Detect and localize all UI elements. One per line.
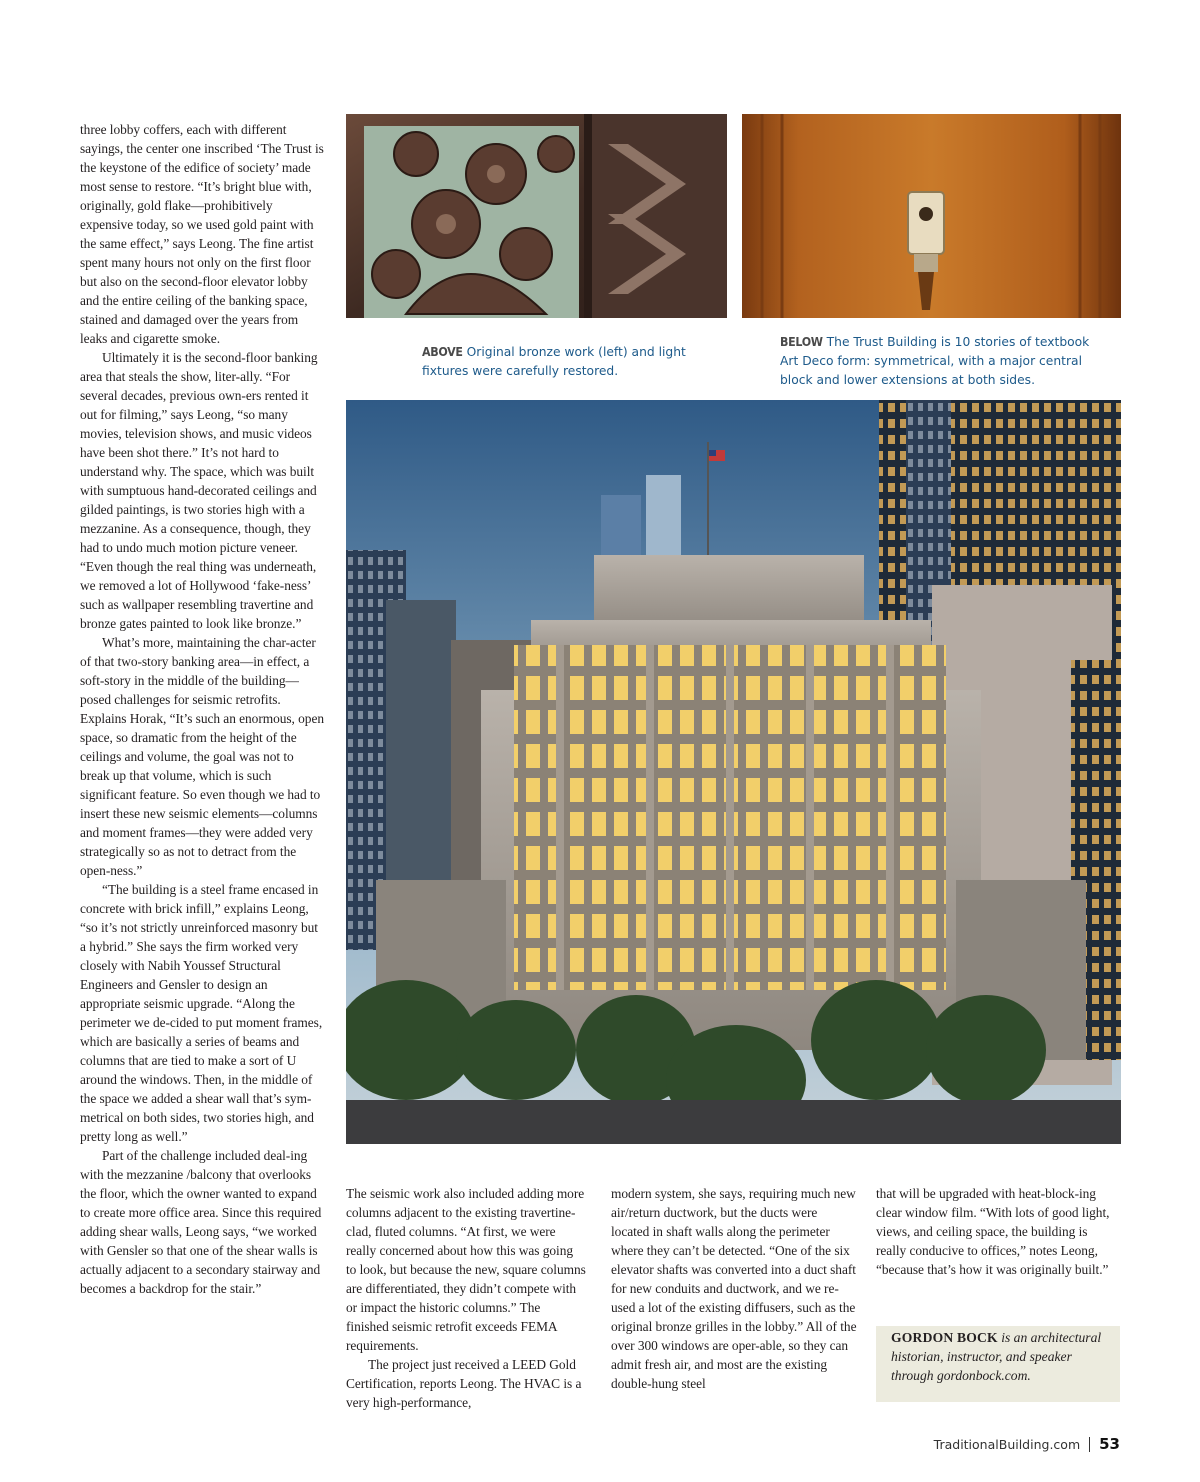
author-name: GORDON BOCK <box>891 1330 998 1345</box>
site-name: TraditionalBuilding.com <box>933 1436 1081 1452</box>
article-column-1 <box>80 120 324 1298</box>
page-number: 53 <box>1099 1435 1120 1453</box>
paragraph: modern system, she says, requiring much new air/return ductwork, but the ducts were located in shaft walls along the perimeter where they can’t be detected. “One of the six elevator shafts was converted into a duct shaft for new conduits and ductwork, and we re-used a lot of the existing diffusers, such as the original bronze grilles in the lobby.” All of the over 300 windows are oper-able, so they can admit fresh air, and most are the existing double-hung steel <box>611 1186 857 1391</box>
caption-lead: ABOVE <box>422 345 463 359</box>
paragraph: The seismic work also included adding more columns adjacent to the existing travertine-clad, fluted columns. “At first, we were really concerned about how this was going to look, but because the new, square columns are differentiated, they didn’t compete with or impact the historic columns.” The finished seismic retrofit exceeds FEMA requirements. <box>346 1186 586 1353</box>
paragraph: Ultimately it is the second-floor banking area that steals the show, liter-ally. “For several decades, previous own-ers rented it out for filming,” says Leong, “so many movies, television shows, and music videos have been shot there.” It’s not hard to understand why. The space, which was built with sumptuous hand-decorated ceilings and gilded paintings, is two stories high with a mezzanine. As a consequence, though, they had to undo much motion picture veneer. “Even though the real thing was underneath, we removed a lot of Hollywood ‘fake-ness’ such as wallpaper resembling travertine and bronze gates painted to look like bronze.” <box>80 350 318 631</box>
footer-divider <box>1089 1437 1090 1452</box>
paragraph: What’s more, maintaining the char-acter of that two-story banking area—in effect, a soft-story in the middle of the building—posed challenges for seismic retrofits. Explains Horak, “It’s such an enormous, open space, so dramatic from the height of the ceilings and volume, the goal was not to break up that volume, which is such significant feature. So even though we had to insert these new seismic elements—columns and moment frames—they were added very strategically so as not to detract from the open-ness.” <box>80 635 324 878</box>
article-column-4 <box>876 1184 1118 1279</box>
paragraph: The project just received a LEED Gold Certification, reports Leong. The HVAC is a very high-performance, <box>346 1357 582 1410</box>
caption-text: The Trust Building is 10 stories of textbook Art Deco form: symmetrical, with a major central block and lower extensions at both sides. <box>780 335 1090 387</box>
article-column-2 <box>346 1184 586 1412</box>
page-footer <box>934 1435 1120 1453</box>
paragraph: Part of the challenge included deal-ing with the mezzanine /balcony that overlooks the floor, which the owner wanted to expand to create more office area. Since this required adding shear walls, Leong says, “we worked with Gensler so that one of the shear walls is actually adjacent to a secondary stairway and becomes a backdrop for the stair.” <box>80 1148 322 1296</box>
trust-building-photo <box>346 400 1121 1144</box>
photo-caption-below <box>780 333 1100 390</box>
caption-text: Original bronze work (left) and light fixtures were carefully restored. <box>422 345 686 378</box>
article-column-3 <box>611 1184 857 1393</box>
caption-lead: BELOW <box>780 335 823 349</box>
bronze-ornament-photo <box>346 114 727 318</box>
author-bio-text: is an architectural historian, instructor, and speaker through gordonbock.com. <box>891 1330 1102 1383</box>
light-fixture-photo <box>742 114 1121 318</box>
paragraph: that will be upgraded with heat-block-ing clear window film. “With lots of good light, views, and ceiling space, the building is really conducive to offices,” notes Leong, “because that’s how it was originally built.” <box>876 1186 1110 1277</box>
photo-caption-above <box>422 343 712 381</box>
author-bio-box <box>876 1326 1120 1402</box>
paragraph: three lobby coffers, each with different sayings, the center one inscribed ‘The Trust is the keystone of the edifice of society’ made most sense to restore. “It’s bright blue with, originally, gold flake—prohibitively expensive today, so we used gold paint with the same effect,” says Leong. The fine artist spent many hours not only on the first floor but also on the second-floor elevator lobby and the entire ceiling of the banking space, stained and damaged over the years from leaks and cigarette smoke. <box>80 122 324 346</box>
paragraph: “The building is a steel frame encased in concrete with brick infill,” explains Leong, “so it’s not strictly unreinforced masonry but a hybrid.” She says the firm worked very closely with Nabih Youssef Structural Engineers and Gensler to design an appropriate seismic upgrade. “Along the perimeter we de-cided to put moment frames, which are basically a series of beams and columns that are tied to make a sort of U around the windows. Then, in the middle of the space we added a shear wall that’s sym-metrical on both sides, two stories high, and pretty long as well.” <box>80 882 323 1144</box>
